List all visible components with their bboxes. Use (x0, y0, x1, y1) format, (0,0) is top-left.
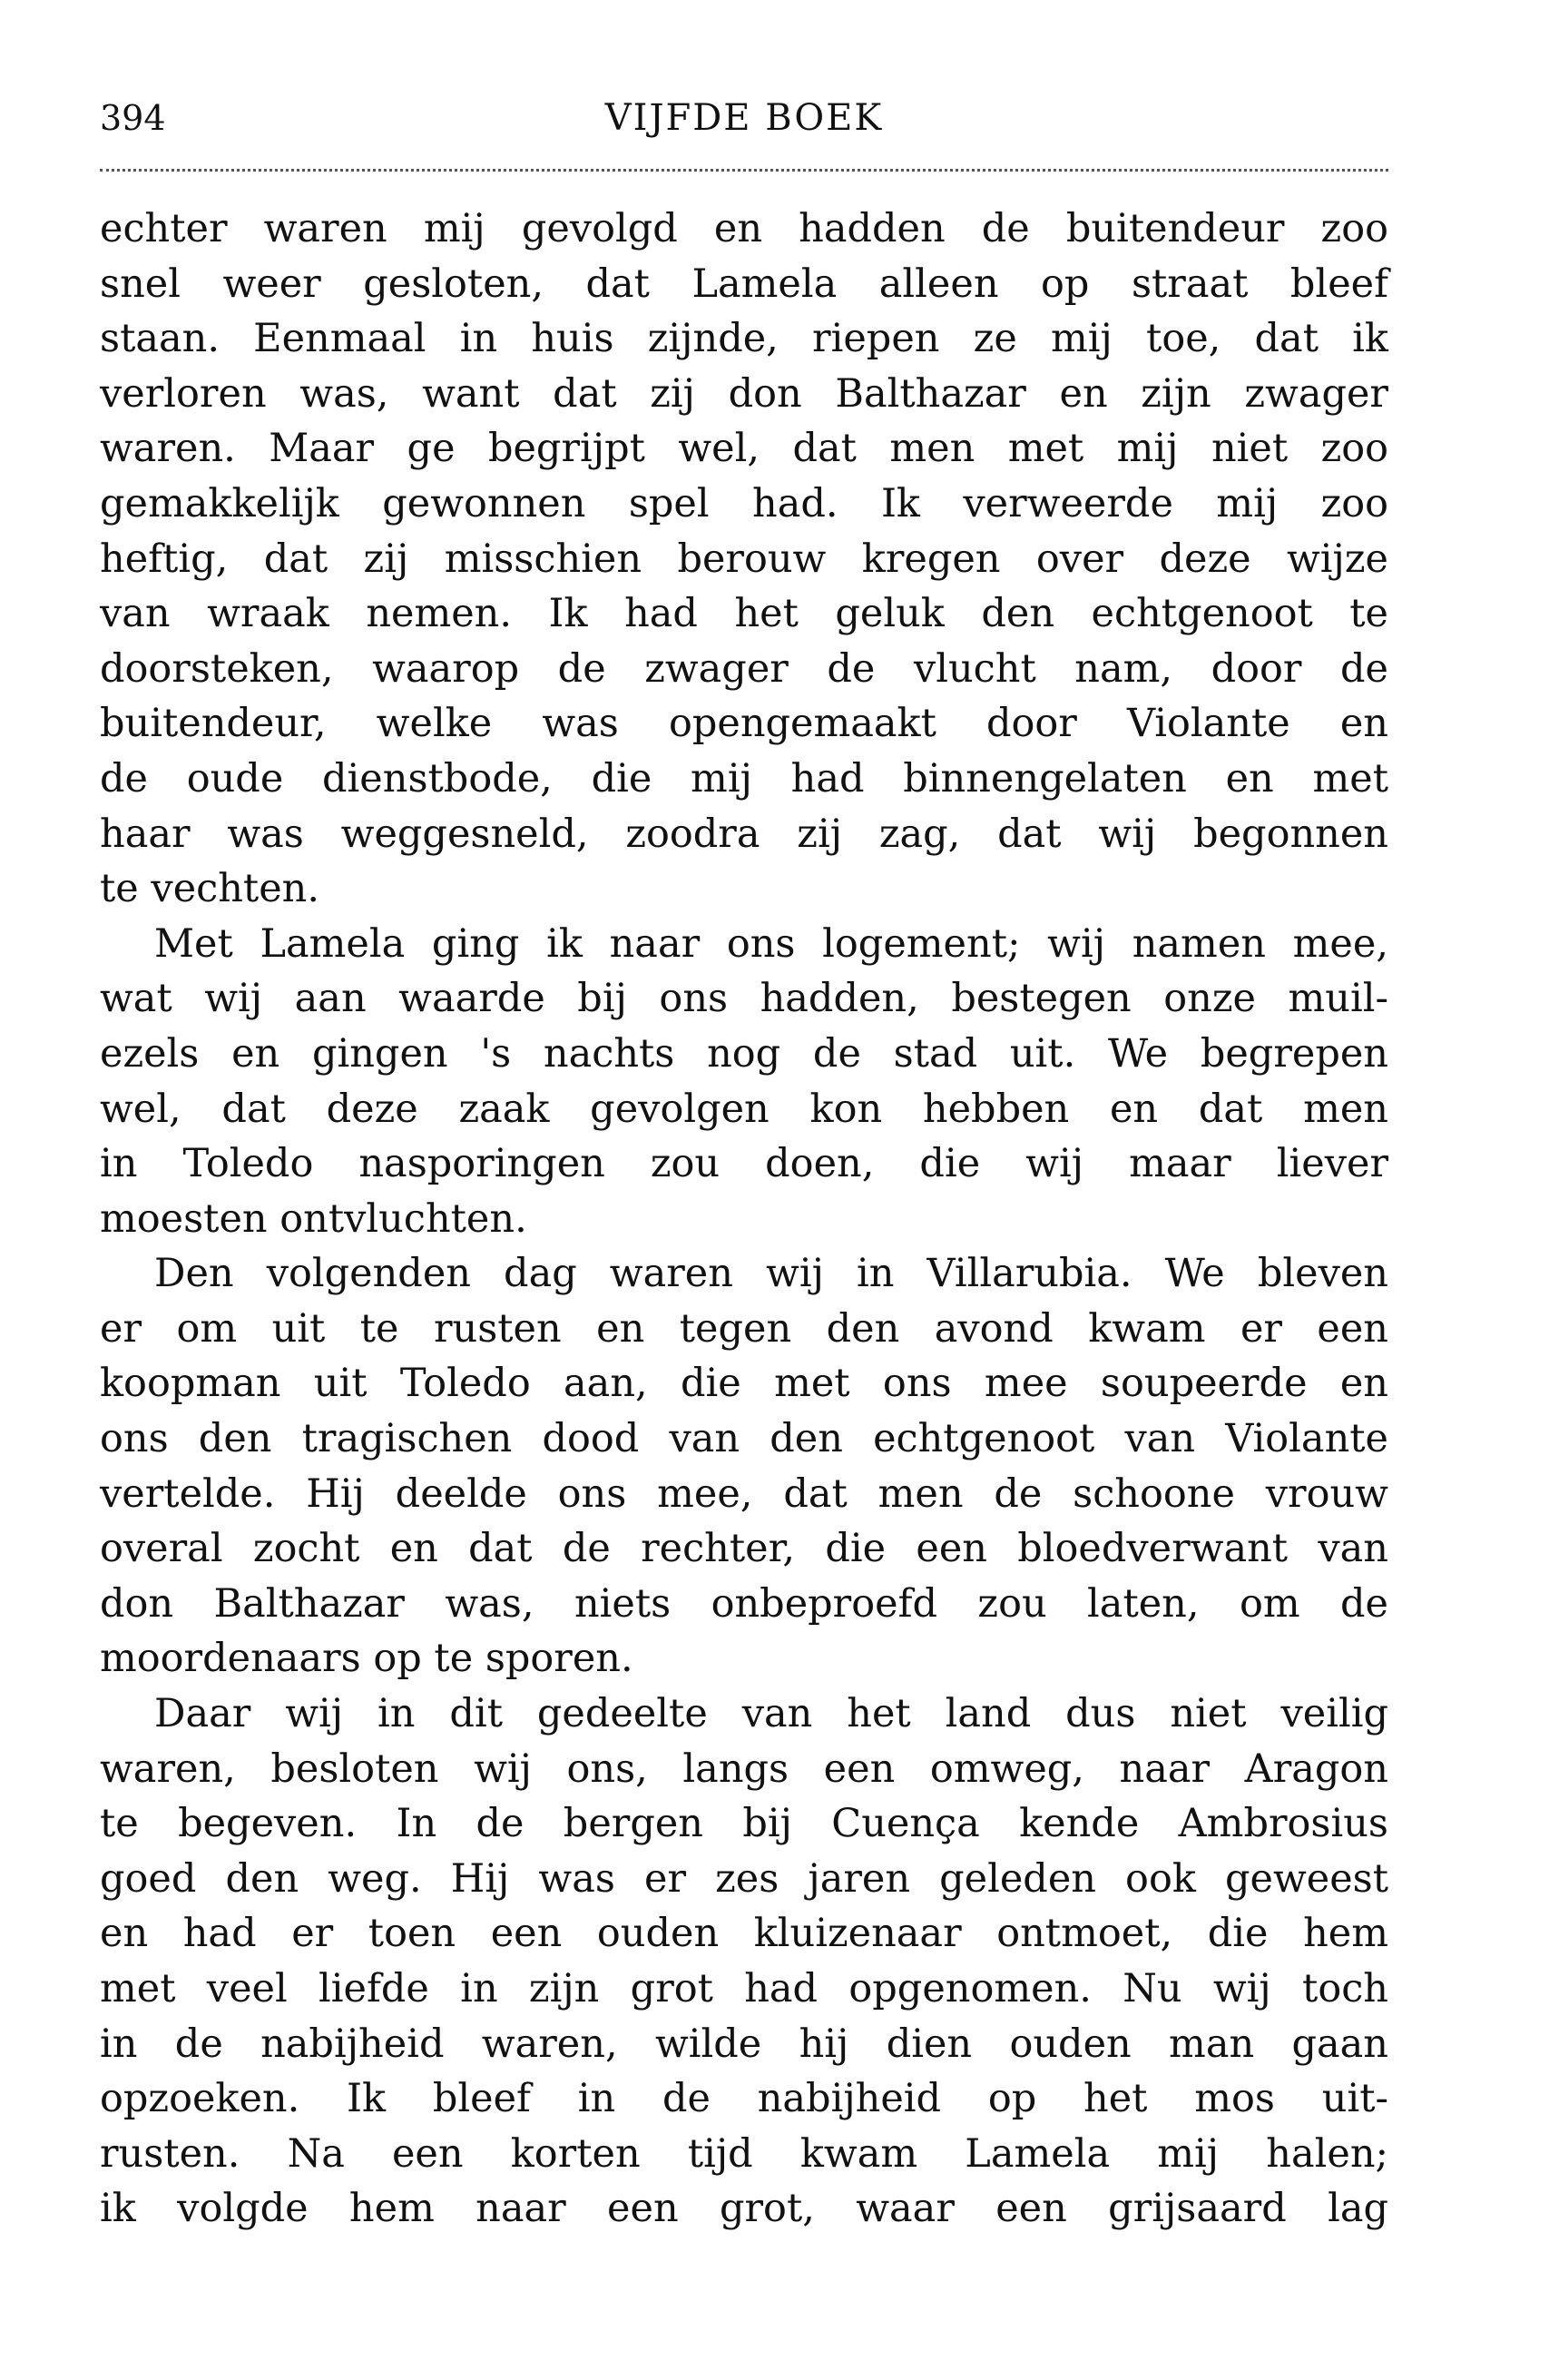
text-line: en had er toen een ouden kluizenaar ontmoet, die hem (100, 1911, 1388, 1957)
page-header (100, 91, 1388, 145)
paragraph-start-line: Daar wij in dit gedeelte van het land dus niet veilig (154, 1691, 1388, 1737)
text-line: ezels en gingen 's nachts nog de stad uit. We begrepen (100, 1030, 1388, 1077)
text-line: te begeven. In de bergen bij Cuença kende Ambrosius (100, 1801, 1388, 1847)
text-line: opzoeken. Ik bleef in de nabijheid op het mos uit- (100, 2076, 1388, 2122)
paragraph-end-line: moesten ontvluchten. (100, 1195, 527, 1242)
text-line: de oude dienstbode, die mij had binnengelaten en met (100, 755, 1388, 802)
text-line: don Balthazar was, niets onbeproefd zou laten, om de (100, 1580, 1388, 1627)
text-line: verloren was, want dat zij don Balthazar en zijn zwager (100, 370, 1388, 417)
text-line: in Toledo nasporingen zou doen, die wij maar liever (100, 1141, 1388, 1187)
page-number: 394 (100, 98, 166, 138)
text-line: staan. Eenmaal in huis zijnde, riepen ze mij toe, dat ik (100, 316, 1388, 362)
text-line: buitendeur, welke was opengemaakt door Violante en (100, 701, 1388, 747)
text-line: overal zocht en dat de rechter, die een bloedverwant van (100, 1526, 1388, 1572)
text-line: koopman uit Toledo aan, die met ons mee soupeerde en (100, 1361, 1388, 1407)
text-line: gemakkelijk gewonnen spel had. Ik verweerde mij zoo (100, 480, 1388, 526)
text-line: er om uit te rusten en tegen den avond kwam er een (100, 1305, 1388, 1352)
running-title: VIJFDE BOEK (604, 97, 884, 139)
text-line: waren. Maar ge begrijpt wel, dat men met mij niet zoo (100, 426, 1388, 472)
text-line: snel weer gesloten, dat Lamela alleen op straat bleef (100, 261, 1388, 307)
text-line: doorsteken, waarop de zwager de vlucht nam, door de (100, 645, 1388, 692)
text-line: heftig, dat zij misschien berouw kregen over deze wijze (100, 536, 1388, 582)
text-line: vertelde. Hij deelde ons mee, dat men de schoone vrouw (100, 1470, 1388, 1517)
paragraph-end-line: te vechten. (100, 866, 320, 912)
text-line: in de nabijheid waren, wilde hij dien ouden man gaan (100, 2021, 1388, 2067)
text-line: van wraak nemen. Ik had het geluk den echtgenoot te (100, 591, 1388, 637)
text-line: goed den weg. Hij was er zes jaren geleden ook geweest (100, 1855, 1388, 1902)
text-line: haar was weggesneld, zoodra zij zag, dat wij begonnen (100, 811, 1388, 857)
text-line: rusten. Na een korten tijd kwam Lamela mij halen; (100, 2130, 1388, 2177)
paragraph-start-line: Met Lamela ging ik naar ons logement; wij namen mee, (154, 920, 1388, 967)
text-line: ik volgde hem naar een grot, waar een grijsaard lag (100, 2186, 1388, 2232)
text-line: echter waren mij gevolgd en hadden de buitendeur zoo (100, 206, 1388, 251)
text-line: met veel liefde in zijn grot had opgenomen. Nu wij toch (100, 1966, 1388, 2011)
text-line: wel, dat deze zaak gevolgen kon hebben en dat men (100, 1086, 1388, 1132)
paragraph-start-line: Den volgenden dag waren wij in Villarubia. We bleven (154, 1251, 1388, 1297)
header-divider (100, 169, 1388, 172)
paragraph-end-line: moordenaars op te sporen. (100, 1636, 633, 1682)
body-text (100, 202, 1388, 2237)
text-line: wat wij aan waarde bij ons hadden, bestegen onze muil- (100, 976, 1388, 1022)
text-line: ons den tragischen dood van den echtgenoot van Violante (100, 1416, 1388, 1462)
text-line: waren, besloten wij ons, langs een omweg, naar Aragon (100, 1746, 1388, 1792)
